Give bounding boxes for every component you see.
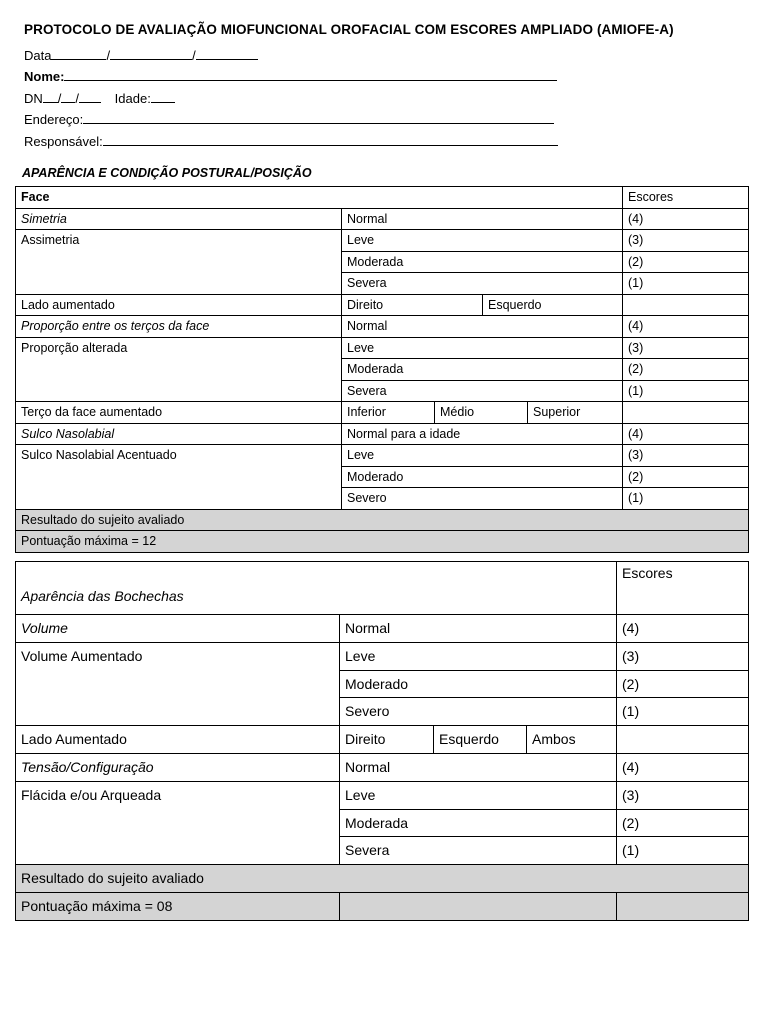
responsavel-field[interactable] <box>103 133 558 146</box>
nome-label: Nome: <box>24 69 65 84</box>
year-field[interactable] <box>196 47 258 60</box>
row-label: Sulco Nasolabial Acentuado <box>16 445 342 510</box>
table-row <box>16 753 749 781</box>
score-cell: (4) <box>617 753 749 781</box>
option-cell[interactable]: Moderado <box>342 466 623 488</box>
month-field[interactable] <box>110 47 192 60</box>
option-cell[interactable]: Normal <box>340 753 617 781</box>
form-title: PROTOCOLO DE AVALIAÇÃO MIOFUNCIONAL OROFACIAL COM ESCORES AMPLIADO (AMIOFE-A) <box>24 22 674 37</box>
table-row <box>16 865 749 893</box>
option-esquerdo[interactable]: Esquerdo <box>488 297 542 312</box>
score-cell: (2) <box>617 809 749 837</box>
pontuacao-cell: Pontuação máxima = 12 <box>16 531 749 553</box>
option-cell[interactable]: Leve <box>340 642 617 670</box>
score-cell: (3) <box>617 781 749 809</box>
table-row <box>16 642 749 670</box>
option-cell[interactable]: Severo <box>342 488 623 510</box>
table-row <box>16 531 749 553</box>
row-label: Volume Aumentado <box>16 642 340 725</box>
side-options <box>342 294 623 316</box>
nome-field[interactable] <box>64 68 557 81</box>
option-cell[interactable]: Severo <box>340 698 617 726</box>
table-row <box>16 337 749 359</box>
score-cell: (3) <box>617 642 749 670</box>
score-cell: (4) <box>623 423 749 445</box>
row-label: Lado aumentado <box>16 294 342 316</box>
score-cell <box>623 402 749 424</box>
table-row <box>16 509 749 531</box>
option-cell[interactable]: Leve <box>340 781 617 809</box>
pontuacao-score <box>617 892 749 920</box>
endereco-line <box>24 111 554 127</box>
option-medio[interactable]: Médio <box>435 402 528 423</box>
responsavel-line <box>24 133 558 149</box>
bochechas-header: Aparência das Bochechas <box>16 562 617 615</box>
score-cell <box>617 726 749 754</box>
option-cell[interactable]: Leve <box>342 445 623 467</box>
row-label: Tensão/Configuração <box>16 753 340 781</box>
score-cell: (3) <box>623 230 749 252</box>
score-cell: (4) <box>623 208 749 230</box>
option-cell[interactable]: Normal para a idade <box>342 423 623 445</box>
table-row <box>16 316 749 338</box>
score-cell: (2) <box>623 251 749 273</box>
endereco-field[interactable] <box>83 111 554 124</box>
face-header: Face <box>16 187 623 209</box>
option-cell[interactable]: Leve <box>342 230 623 252</box>
day-field[interactable] <box>51 47 106 60</box>
side-options <box>340 726 617 754</box>
score-cell: (4) <box>623 316 749 338</box>
endereco-label: Endereço: <box>24 112 84 127</box>
bochechas-table <box>15 561 749 921</box>
dn-label: DN <box>24 91 43 106</box>
idade-label: Idade: <box>114 91 151 106</box>
table-row <box>16 562 749 615</box>
dn-line: DN / / Idade: <box>24 90 175 106</box>
row-label: Proporção alterada <box>16 337 342 402</box>
data-label: Data <box>24 48 52 63</box>
option-cell[interactable]: Severa <box>342 380 623 402</box>
option-cell[interactable]: Moderada <box>340 809 617 837</box>
nome-line <box>24 68 557 84</box>
option-direito[interactable]: Direito <box>345 726 434 753</box>
row-label: Sulco Nasolabial <box>16 423 342 445</box>
score-cell: (1) <box>617 698 749 726</box>
score-cell: (2) <box>623 466 749 488</box>
pontuacao-empty <box>340 892 617 920</box>
score-cell: (1) <box>617 837 749 865</box>
table-row <box>16 402 749 424</box>
option-cell[interactable]: Normal <box>342 316 623 338</box>
score-cell <box>623 294 749 316</box>
score-cell: (1) <box>623 380 749 402</box>
terco-options <box>342 402 623 424</box>
row-label: Assimetria <box>16 230 342 295</box>
responsavel-label: Responsável: <box>24 134 103 149</box>
escores-header: Escores <box>623 187 749 209</box>
score-cell: (3) <box>623 445 749 467</box>
face-table <box>15 186 749 553</box>
table-row <box>16 294 749 316</box>
table-row <box>16 208 749 230</box>
score-cell: (2) <box>617 670 749 698</box>
option-cell[interactable]: Normal <box>342 208 623 230</box>
row-label: Lado Aumentado <box>16 726 340 754</box>
option-ambos[interactable]: Ambos <box>532 731 576 748</box>
resultado-cell: Resultado do sujeito avaliado <box>16 509 749 531</box>
option-cell[interactable]: Moderado <box>340 670 617 698</box>
option-superior[interactable]: Superior <box>533 405 581 419</box>
option-esquerdo[interactable]: Esquerdo <box>434 726 527 753</box>
table-row <box>16 230 749 252</box>
option-cell[interactable]: Leve <box>342 337 623 359</box>
data-line: Data / / <box>24 47 258 63</box>
dn-day-field[interactable] <box>43 90 58 103</box>
score-cell: (2) <box>623 359 749 381</box>
section-title: APARÊNCIA E CONDIÇÃO POSTURAL/POSIÇÃO <box>22 166 312 180</box>
table-row <box>16 615 749 643</box>
score-cell: (1) <box>623 273 749 295</box>
score-cell: (4) <box>617 615 749 643</box>
option-cell[interactable]: Moderada <box>342 251 623 273</box>
option-cell[interactable]: Severa <box>340 837 617 865</box>
row-label: Flácida e/ou Arqueada <box>16 781 340 864</box>
pontuacao-cell: Pontuação máxima = 08 <box>16 892 340 920</box>
table-row <box>16 892 749 920</box>
idade-field[interactable] <box>151 90 175 103</box>
row-label: Simetria <box>16 208 342 230</box>
score-cell: (1) <box>623 488 749 510</box>
option-inferior[interactable]: Inferior <box>347 402 435 423</box>
option-cell[interactable]: Severa <box>342 273 623 295</box>
row-label: Volume <box>16 615 340 643</box>
table-row <box>16 423 749 445</box>
escores-header: Escores <box>617 562 749 615</box>
table-row <box>16 781 749 809</box>
score-cell: (3) <box>623 337 749 359</box>
row-label: Proporção entre os terços da face <box>16 316 342 338</box>
table-row <box>16 187 749 209</box>
dn-year-field[interactable] <box>79 90 101 103</box>
option-cell[interactable]: Moderada <box>342 359 623 381</box>
resultado-cell: Resultado do sujeito avaliado <box>16 865 749 893</box>
table-row <box>16 726 749 754</box>
table-row <box>16 445 749 467</box>
option-cell[interactable]: Normal <box>340 615 617 643</box>
dn-month-field[interactable] <box>61 90 75 103</box>
option-direito[interactable]: Direito <box>347 295 483 316</box>
row-label: Terço da face aumentado <box>16 402 342 424</box>
